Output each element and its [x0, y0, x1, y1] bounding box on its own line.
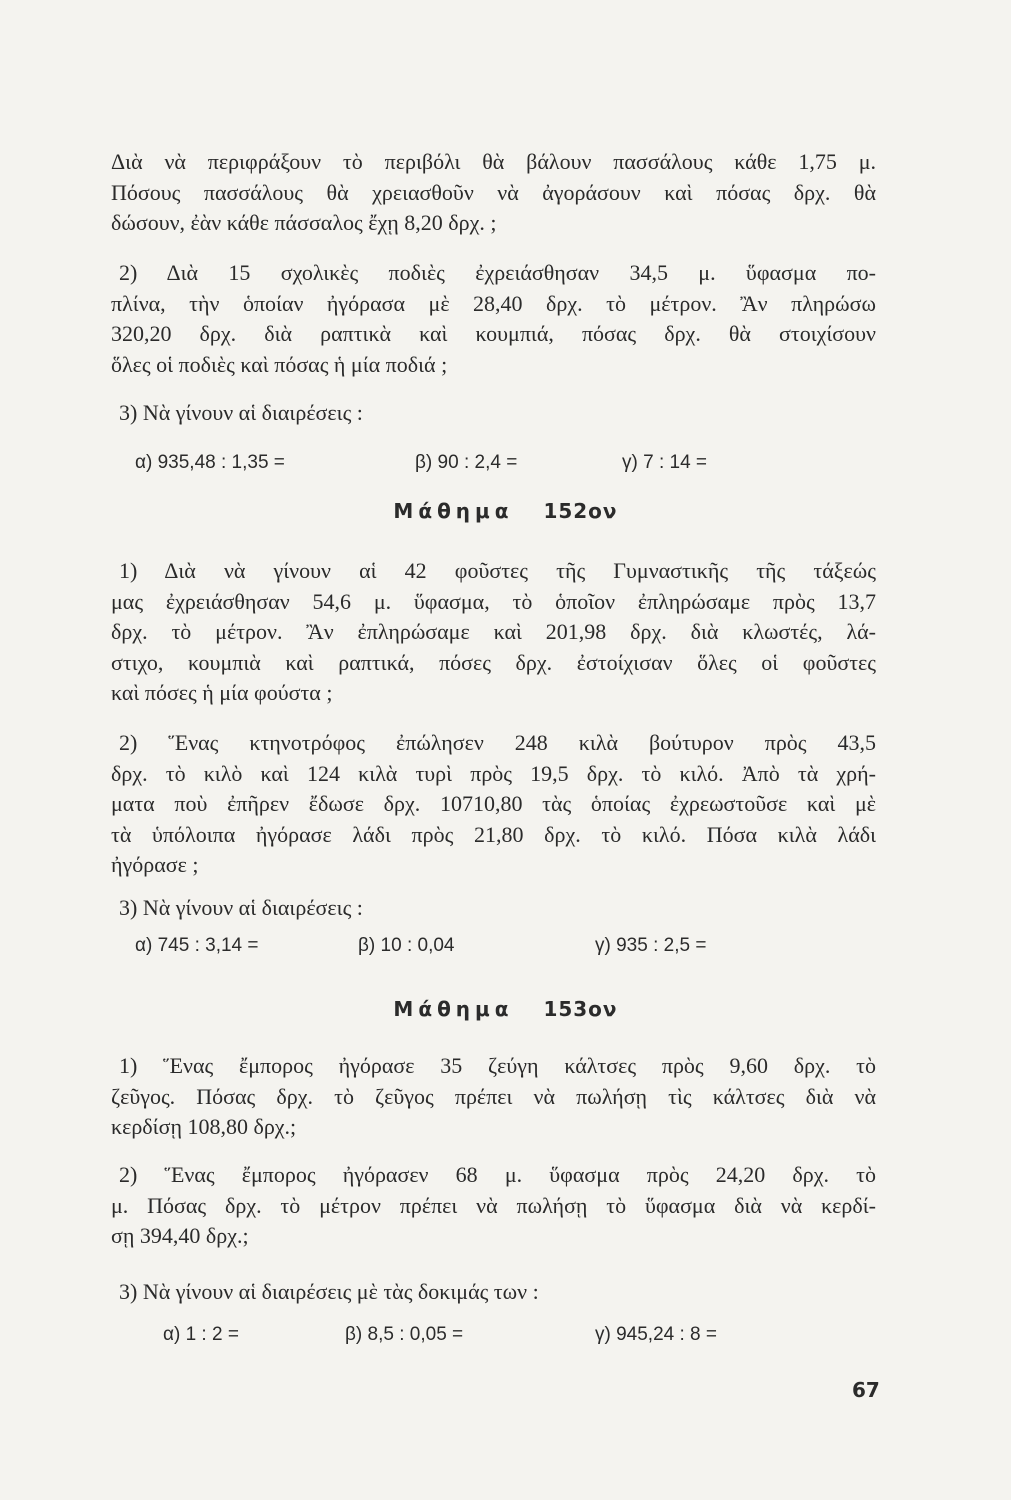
lesson-152-problem-1 — [111, 556, 876, 709]
text-line: δρχ. τὸ μέτρον. Ἂν ἐπληρώσαμε καὶ 201,98 δρχ. διὰ κλωστές, λά- — [111, 619, 876, 644]
division-c: γ) 7 : 14 = — [622, 452, 708, 473]
text-line: Πόσους πασσάλους θὰ χρειασθοῦν νὰ ἀγοράσουν καὶ πόσας δρχ. θὰ — [111, 179, 876, 205]
division-a: α) 745 : 3,14 = — [135, 935, 259, 956]
division-a: α) 1 : 2 = — [163, 1324, 239, 1345]
division-b: β) 90 : 2,4 = — [415, 452, 518, 473]
text-line: 3) Νὰ γίνουν αἱ διαιρέσεις μὲ τὰς δοκιμάς των : — [119, 1279, 539, 1304]
text-line: Διὰ νὰ περιφράξουν τὸ περιβόλι θὰ βάλουν πασσάλους κάθε 1,75 μ. — [111, 149, 876, 174]
text-line: 1) Ἕνας ἔμπορος ἠγόρασε 35 ζεύγη κάλτσες πρὸς 9,60 δρχ. τὸ — [119, 1053, 876, 1078]
division-b: β) 10 : 0,04 — [358, 935, 455, 956]
text-line: σῃ 394,40 δρχ.; — [111, 1223, 249, 1248]
text-line: ματα ποὺ ἐπῆρεν ἔδωσε δρχ. 10710,80 τὰς ὁποίας ἐχρεωστοῦσε καὶ μὲ — [111, 791, 876, 816]
text-line: μας ἐχρειάσθησαν 54,6 μ. ὕφασμα, τὸ ὁποῖον ἐπληρώσαμε πρὸς 13,7 — [111, 588, 876, 614]
problem-continuation — [111, 147, 876, 239]
text-line: ζεῦγος. Πόσας δρχ. τὸ ζεῦγος πρέπει νὰ πωλήσῃ τὶς κάλτσες διὰ νὰ — [111, 1083, 876, 1109]
text-line: 320,20 δρχ. διὰ ραπτικὰ καὶ κουμπιά, πόσας δρχ. θὰ στοιχίσουν — [111, 321, 876, 346]
text-line: 2) Ἕνας κτηνοτρόφος ἐπώλησεν 248 κιλὰ βούτυρον πρὸς 43,5 — [119, 730, 876, 755]
division-a: α) 935,48 : 1,35 = — [135, 452, 285, 473]
lesson-number: 152ον — [543, 499, 618, 523]
text-line: κερδίσῃ 108,80 δρχ.; — [111, 1114, 297, 1139]
division-b: β) 8,5 : 0,05 = — [345, 1324, 464, 1345]
page-number: 67 — [852, 1378, 880, 1402]
lesson-word: Μάθημα — [393, 997, 514, 1021]
lesson-word: Μάθημα — [393, 499, 514, 523]
text-line: 2) Ἕνας ἔμπορος ἠγόρασεν 68 μ. ὕφασμα πρὸς 24,20 δρχ. τὸ — [119, 1162, 876, 1187]
problem-3 — [119, 398, 884, 429]
lesson-152-problem-2 — [111, 728, 876, 881]
lesson-152-problem-3 — [119, 893, 884, 924]
text-line: 3) Νὰ γίνουν αἱ διαιρέσεις : — [119, 895, 363, 920]
text-line: στιχο, κουμπιὰ καὶ ραπτικά, πόσες δρχ. ἐστοίχισαν ὅλες οἱ φοῦστες — [111, 649, 876, 675]
text-line: 3) Νὰ γίνουν αἱ διαιρέσεις : — [119, 400, 363, 425]
lesson-153-problem-3 — [119, 1277, 884, 1308]
text-line: δώσουν, ἐὰν κάθε πάσσαλος ἔχῃ 8,20 δρχ. ; — [111, 210, 497, 235]
text-line: ἠγόρασε ; — [111, 852, 199, 877]
text-line: μ. Πόσας δρχ. τὸ μέτρον πρέπει νὰ πωλήσῃ τὸ ὕφασμα διὰ νὰ κερδί- — [111, 1192, 876, 1218]
text-line: πλίνα, τὴν ὁποίαν ἠγόρασα μὲ 28,40 δρχ. τὸ μέτρον. Ἂν πληρώσω — [111, 290, 876, 316]
text-line: καὶ πόσες ἡ μία φούστα ; — [111, 680, 333, 705]
lesson-153-problem-2 — [111, 1160, 876, 1252]
text-line: δρχ. τὸ κιλὸ καὶ 124 κιλὰ τυρὶ πρὸς 19,5 δρχ. τὸ κιλό. Ἀπὸ τὰ χρή- — [111, 760, 876, 786]
text-line: ὅλες οἱ ποδιὲς καὶ πόσας ἡ μία ποδιά ; — [111, 351, 448, 377]
text-line: 2) Διὰ 15 σχολικὲς ποδιὲς ἐχρειάσθησαν 34,5 μ. ὕφασμα πο- — [119, 260, 876, 285]
problem-2 — [111, 258, 876, 380]
lesson-heading-153 — [0, 997, 1011, 1021]
lesson-heading-152 — [0, 499, 1011, 523]
text-line: 1) Διὰ νὰ γίνουν αἱ 42 φοῦστες τῆς Γυμναστικῆς τῆς τάξεώς — [119, 558, 876, 583]
division-c: γ) 935 : 2,5 = — [595, 935, 707, 956]
division-c: γ) 945,24 : 8 = — [595, 1324, 717, 1345]
text-line: τὰ ὑπόλοιπα ἠγόρασε λάδι πρὸς 21,80 δρχ. τὸ κιλό. Πόσα κιλὰ λάδι — [111, 821, 876, 847]
lesson-number: 153ον — [543, 997, 618, 1021]
lesson-153-problem-1 — [111, 1051, 876, 1143]
